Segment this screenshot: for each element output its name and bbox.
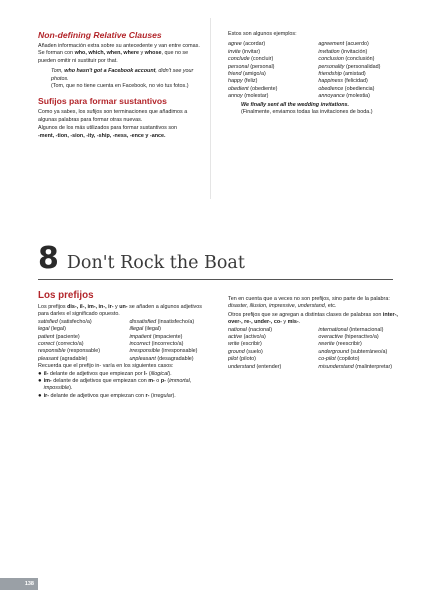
word-pair-left [228,49,316,56]
base-word: ground [228,348,245,355]
derived-word: international [318,326,348,333]
ndrc-example-translation: (Tom, que no tiene cuenta en Facebook, no vio tus fotos.) [51,83,189,90]
unit-heading [38,241,245,276]
word-pair-left [38,334,127,341]
bullet-dot-icon: ● [38,378,42,385]
bullet-text-part: il- [43,370,49,377]
ejemplos-example-translation: (Finalmente, enviamos todas las invitaciones de boda.) [241,109,373,116]
derived-word: agreement [318,41,345,48]
derived-word: rewrite [318,341,335,348]
derived-word-translation: (invitación) [341,48,368,55]
derived-word: incorrect [129,341,151,348]
bullet-text-part: ). [172,392,176,399]
base-word-translation: (entender) [256,363,282,370]
ndrc-example: Tom, who hasn't got a Facebook account, didn't see your photos. [51,68,194,82]
word-pair-left [228,356,316,363]
word-pair-left [228,78,316,85]
word-pair-right [318,71,400,78]
prefijos-bullet-text [44,378,210,393]
ndrc-title: Non-defining Relative Clauses [38,30,162,40]
word-pair-right [318,341,400,348]
left-column-top [38,30,205,140]
base-word-translation: (agradable) [59,355,88,362]
word-pair-right [318,86,400,93]
bullet-text-part: p- [160,378,166,385]
derived-word: co-pilot [318,356,336,363]
prefijos2-paragraph-2: Otros prefijos que se agregan a distintas clases de palabras son inter-, over-, re-, under-, co- y mis-. [228,311,398,326]
prefijos2-word-pairs [228,327,398,371]
ejemplos-word-pairs [228,41,398,100]
word-pair-left [228,364,316,371]
derived-word-translation: (irresponsable) [161,348,198,355]
derived-word-translation: (molestia) [346,93,370,100]
prefijos-bullets [38,371,210,401]
base-word: pleasant [38,355,59,362]
prefijos-recuerda: Recuerda que el prefijo in- varía en los siguientes casos: [38,363,174,370]
bullet-dot-icon: ● [38,370,42,377]
word-pair-left [228,71,316,78]
right-column-bottom [228,296,398,371]
base-word: active [228,334,243,341]
bullet-text-part: irregular [152,392,173,399]
derived-word-translation: (impaciente) [152,333,183,340]
derived-word-translation: (felicidad) [344,78,368,85]
word-pair-left [38,326,127,333]
derived-word-translation: (copiloto) [337,356,360,363]
word-pair-right [129,326,212,333]
base-word: legal [38,326,50,333]
derived-word: friendship [318,71,342,78]
base-word: patient [38,333,55,340]
prefijos-bullet-item [38,393,210,400]
base-word-translation: (invitar) [242,48,261,55]
word-pair-left [228,334,316,341]
word-pair-right [129,348,212,355]
word-pair-left [228,349,316,356]
word-pair-right [318,327,400,334]
word-pair-right [318,349,400,356]
word-pair-left [38,341,127,348]
word-pair-right [318,334,400,341]
derived-word: annoyance [318,93,345,100]
bullet-text-part: delante de adjetivos que empiezan con [51,378,149,385]
base-word: understand [228,363,255,370]
base-word-translation: (piloto) [239,356,256,363]
base-word-translation: (paciente) [55,333,80,340]
bullet-text-part: delante de adjetivos que empiezan por [48,370,145,377]
word-pair-left [228,56,316,63]
column-divider [210,18,211,199]
derived-word: obedience [318,85,344,92]
bullet-text-part: ( [165,378,170,385]
base-word: obedient [228,85,249,92]
left-column-bottom [38,290,210,400]
base-word: responsible [38,348,66,355]
word-pair-right [318,78,400,85]
word-pair-right [318,41,400,48]
word-pair-right [129,341,212,348]
base-word-translation: (correcto/a) [55,341,84,348]
bullet-text-part: impossible [43,385,70,392]
word-pair-right [129,356,212,363]
derived-word-translation: (ilegal) [144,326,161,333]
bullet-text-part: illogical [150,370,169,377]
derived-word: personality [318,63,345,70]
bullet-text-part: ). [69,385,73,392]
word-pair-left [228,64,316,71]
prefijos-bullet-text [44,371,172,378]
derived-word: irresponsible [129,348,160,355]
prefijos2-paragraph-1: Ten en cuenta que a veces no son prefijos, sino parte de la palabra: disaster, illusion, impressive, understand, etc. [228,296,390,310]
base-word: correct [38,341,55,348]
page-number: 138 [24,581,34,587]
prefijos-bullet-text [44,393,176,400]
bullet-text-part: o [154,378,161,385]
base-word-translation: (molestar) [244,93,269,100]
derived-word-translation: (subterráneo/a) [350,348,388,355]
word-pair-left [228,93,316,100]
unit-number: 8 [38,241,59,276]
word-pair-right [129,334,212,341]
base-word-translation: (personal) [250,63,275,70]
word-pair-right [318,49,400,56]
base-word: friend [228,71,242,78]
ejemplos-example: We finally sent all the wedding invitations. [241,101,350,108]
base-word: annoy [228,93,243,100]
bullet-text-part: immortal [169,378,190,385]
derived-word: conclusion [318,56,344,63]
derived-word-translation: (internacional) [349,326,384,333]
derived-word-translation: (obediencia) [344,85,375,92]
derived-word-translation: (personalidad) [345,63,381,70]
sufijos-list: -ment, -tion, -sion, -ity, -ship, -ness, -ence y -ance. [38,132,166,139]
derived-word-translation: (acuerdo) [345,41,369,48]
prefijos-intro: Los prefijos dis-, il-, im-, in-, ir- y un- se añaden a algunos adjetivos para darles el significado opuesto. [38,304,202,318]
base-word-translation: (acordar) [243,41,266,48]
derived-word: unpleasant [129,355,156,362]
bullet-text-part: im- [43,378,52,385]
bullet-text-part: m- [148,378,155,385]
base-word-translation: (activo/a) [243,334,266,341]
derived-word-translation: (malinterpretar) [355,363,393,370]
derived-word-translation: (reescribir) [336,341,362,348]
right-column-top [228,31,398,116]
word-pair-left [228,86,316,93]
word-pair-left [38,319,127,326]
base-word-translation: (satisfecho/a) [59,318,92,325]
derived-word-translation: (conclusión) [345,56,375,63]
word-pair-left [228,341,316,348]
bullet-text-part: , [189,378,192,385]
derived-word: happiness [318,78,343,85]
base-word: satisfied [38,318,58,325]
ejemplos-intro: Estos son algunos ejemplos: [228,31,297,37]
derived-word: dissatisfied [129,318,157,325]
derived-word: invitation [318,48,340,55]
sufijos-title: Sufijos para formar sustantivos [38,96,167,107]
word-pair-right [318,56,400,63]
ndrc-paragraph: Añaden información extra sobre su antecedente y van entre comas. Se forman con who, which, when, where y whose, que no se pueden omitir ni sustituir por that. [38,43,200,64]
word-pair-right [318,64,400,71]
base-word-translation: (suelo) [246,348,263,355]
base-word: national [228,326,247,333]
base-word-translation: (amigo/a) [243,71,266,78]
derived-word-translation: (hiperactivo/a) [344,334,379,341]
word-pair-right [318,356,400,363]
derived-word-translation: (amistad) [343,71,366,78]
sufijos-paragraph-1: Como ya sabes, los sufijos son terminaciones que añadimos a algunas palabras para formar otras nuevas. [38,109,188,123]
base-word-translation: (escribir) [240,341,262,348]
base-word: personal [228,63,249,70]
prefijos-word-pairs [38,319,210,363]
sufijos-paragraph-2: Algunos de los más utilizados para formar sustantivos son [38,125,178,132]
base-word-translation: (legal) [50,326,66,333]
word-pair-left [228,41,316,48]
word-pair-right [318,93,400,100]
base-word-translation: (responsable) [67,348,101,355]
word-pair-left [38,348,127,355]
derived-word: misunderstand [318,363,354,370]
base-word: agree [228,41,242,48]
base-word: invite [228,48,241,55]
derived-word-translation: (insatisfecho/a) [157,318,195,325]
base-word: happy [228,78,243,85]
base-word-translation: (obediente) [250,85,278,92]
derived-word: illegal [129,326,144,333]
base-word: write [228,341,240,348]
base-word-translation: (nacional) [248,326,273,333]
derived-word: impatient [129,333,152,340]
bullet-text-part: l- [144,370,148,377]
derived-word: overactive [318,334,343,341]
prefijos-title: Los prefijos [38,290,94,301]
base-word-translation: (feliz) [244,78,258,85]
bullet-text-part: r- [145,392,150,399]
derived-word-translation: (incorrecto/a) [151,341,184,348]
bullet-text-part: ir- [43,392,50,399]
base-word-translation: (concluir) [251,56,274,63]
bullet-dot-icon: ● [38,392,42,399]
base-word: pilot [228,356,238,363]
unit-title: Don't Rock the Boat [66,253,245,273]
word-pair-left [228,327,316,334]
bullet-text-part: ( [149,392,153,399]
prefijos-bullet-item [38,378,210,393]
word-pair-right [129,319,212,326]
derived-word: underground [318,348,349,355]
word-pair-right [318,364,400,371]
prefijos-bullet-item [38,371,210,378]
derived-word-translation: (desagradable) [157,355,194,362]
bullet-text-part: ). [168,370,172,377]
bullet-text-part: ( [147,370,151,377]
word-pair-left [38,356,127,363]
bullet-text-part: delante de adjetivos que empiezan con [49,392,146,399]
base-word: conclude [228,56,250,63]
unit-heading-rule [38,279,393,280]
